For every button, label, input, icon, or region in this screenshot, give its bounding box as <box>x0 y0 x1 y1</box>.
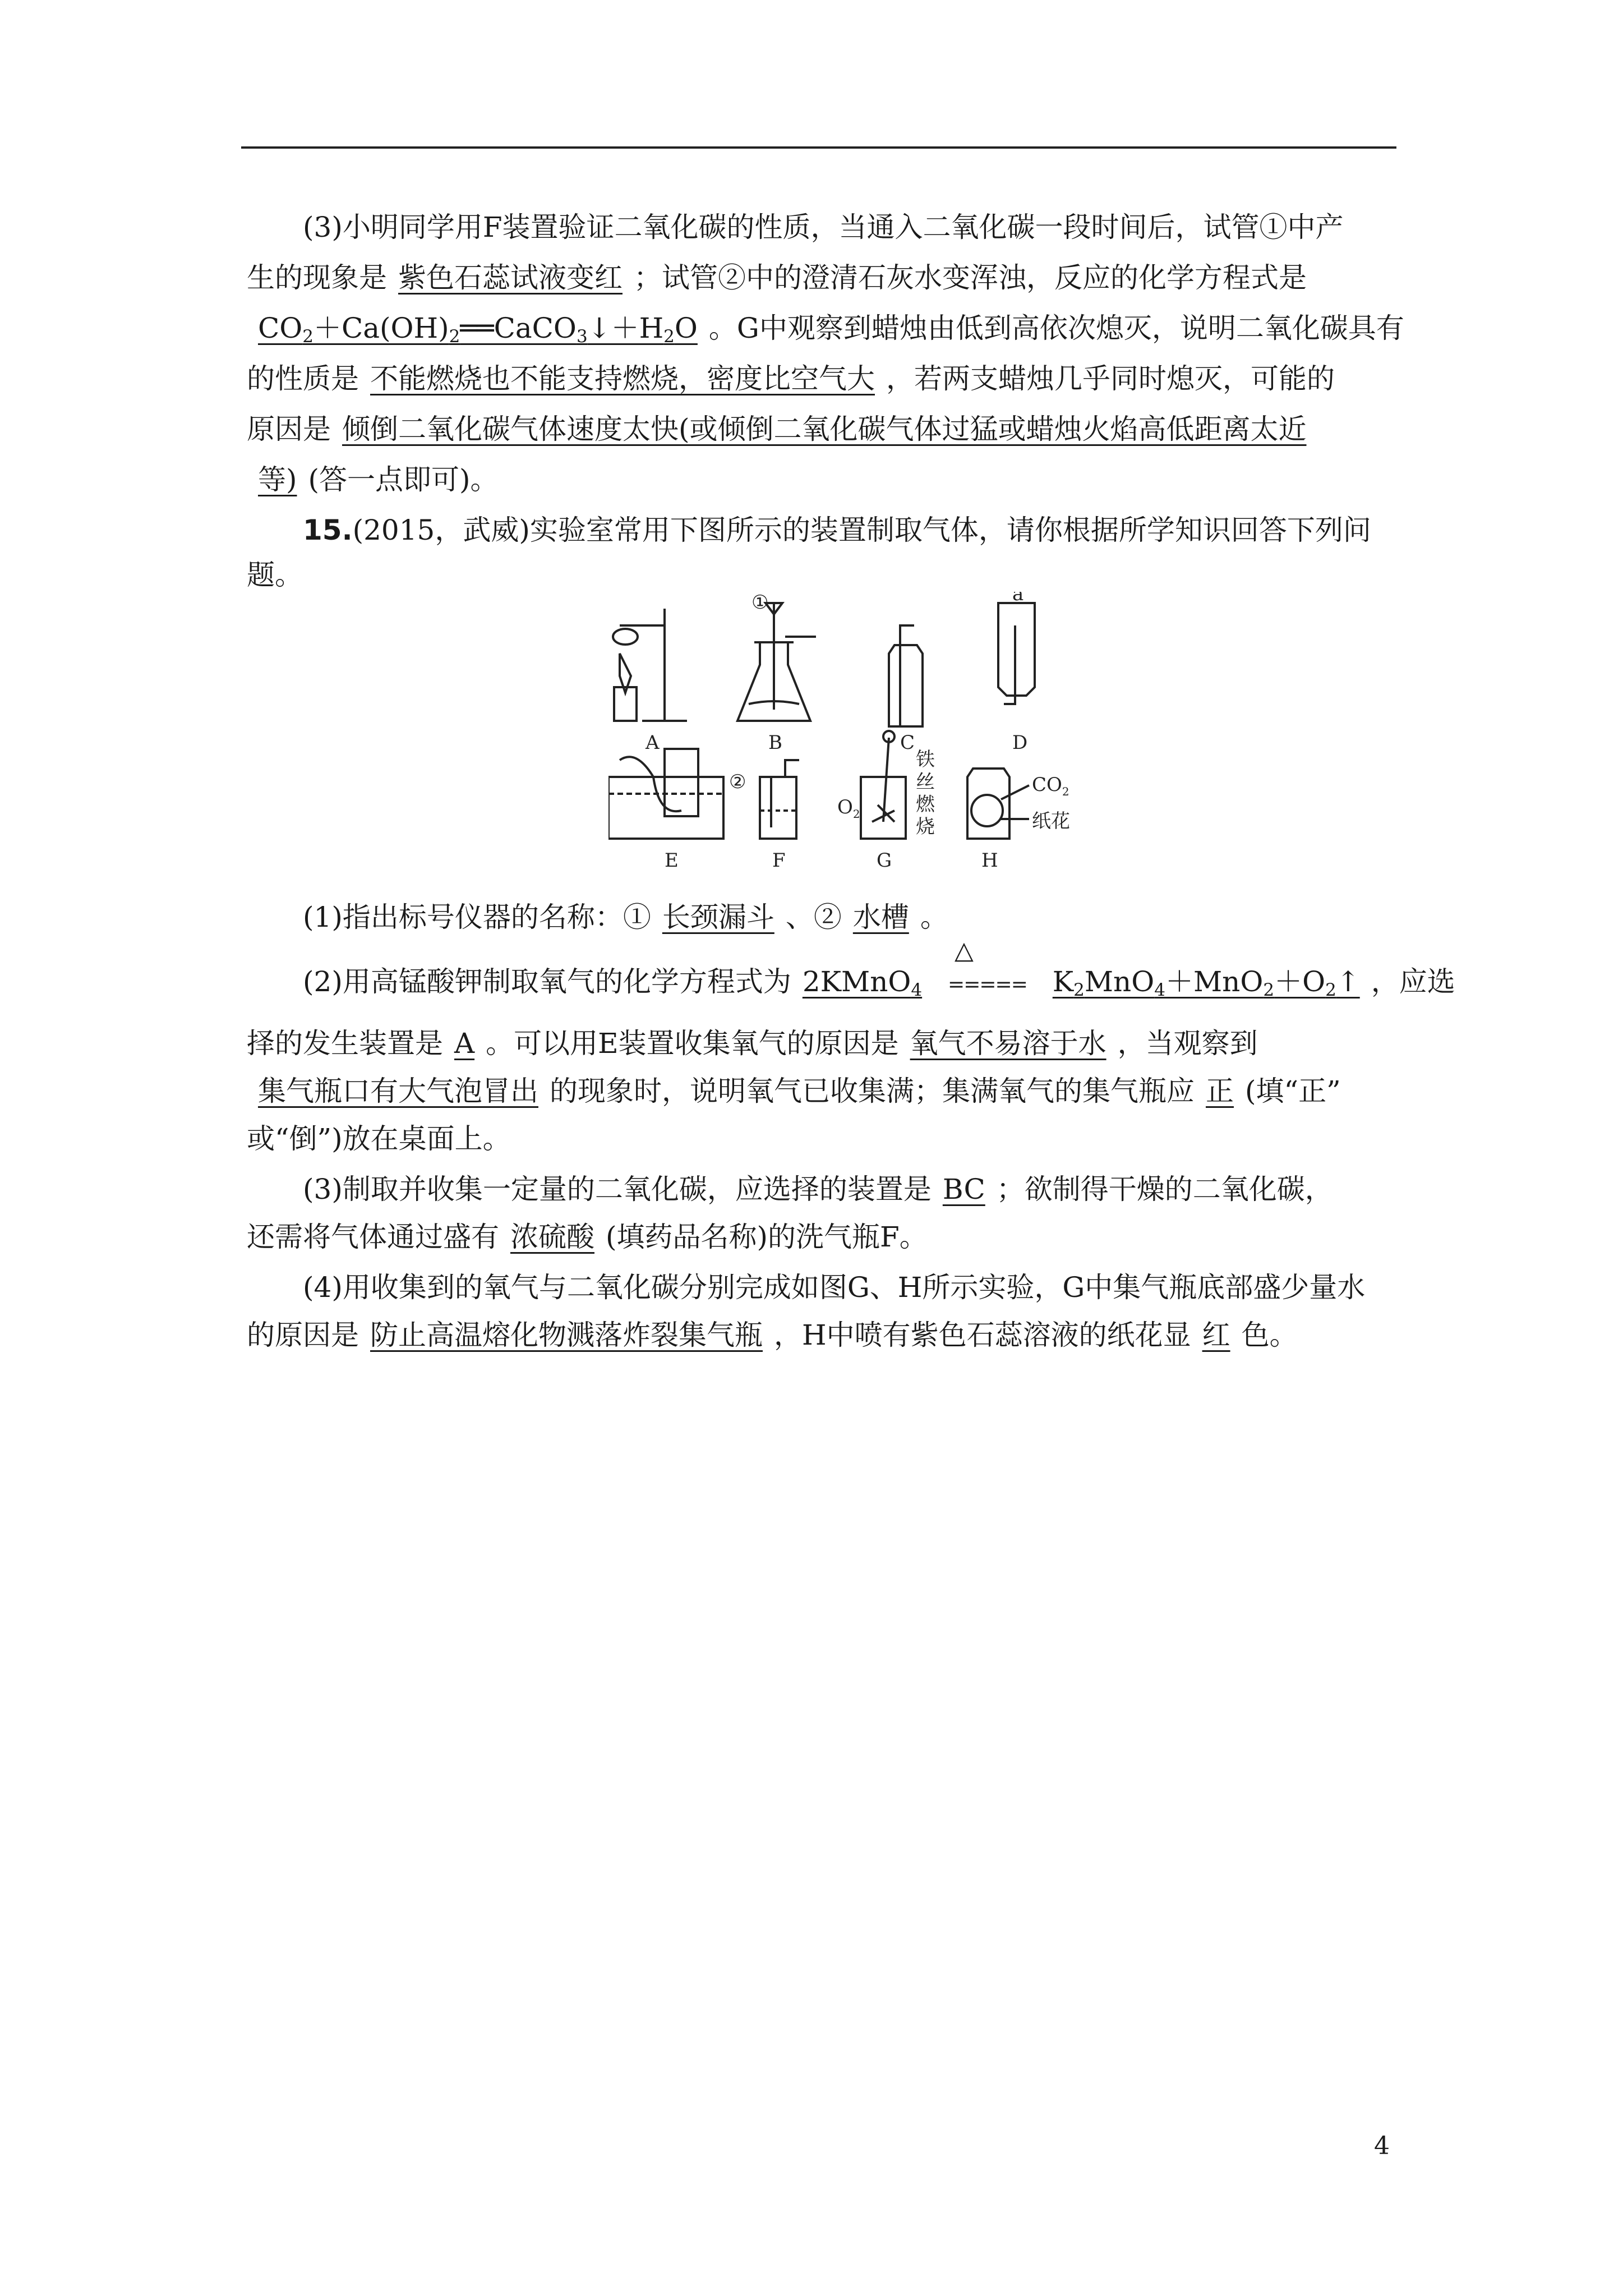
q15-part-4-line-1: (4)用收集到的氧气与二氧化碳分别完成如图G、H所示实验，G中集气瓶底部盛少量水 <box>303 1271 1366 1304</box>
q14-3-line-2: 生的现象是 紫色石蕊试液变红 ；试管②中的澄清石灰水变浑浊，反应的化学方程式是 <box>247 261 1307 294</box>
label-b: B <box>768 731 782 754</box>
answer-blank: 长颈漏斗 <box>662 901 774 933</box>
q15-part-4-line-2: 的原因是 防止高温熔化物溅落炸裂集气瓶 ，H中喷有紫色石蕊溶液的纸花显 红 色。 <box>247 1319 1298 1351</box>
answer-blank: A <box>454 1027 475 1060</box>
q15-part-2-line-2: 择的发生装置是 A 。可以用E装置收集氧气的原因是 氧气不易溶于水 ，当观察到 <box>247 1027 1258 1060</box>
q14-3-line-5: 原因是 倾倒二氧化碳气体速度太快(或倾倒二氧化碳气体过猛或蜡烛火焰高低距离太近 <box>247 415 1318 443</box>
apparatus-b-icon <box>737 603 816 721</box>
iron-text-1: 铁 <box>916 748 935 771</box>
q15-part-2-line-4: 或“倒”)放在桌面上。 <box>247 1122 511 1155</box>
apparatus-figure <box>608 592 1138 884</box>
label-o2: $O_2$ <box>837 796 860 821</box>
label-a: A <box>645 731 660 754</box>
answer-blank: 红 <box>1202 1319 1230 1351</box>
marker-2: ② <box>729 771 746 793</box>
iron-text-4: 烧 <box>916 816 935 838</box>
answer-blank: BC <box>942 1173 985 1205</box>
answer-blank: 2KMnO$_4$ <box>802 965 923 1000</box>
page-number: 4 <box>1374 2132 1390 2160</box>
q15-part-2-line-1: (2)用高锰酸钾制取氧气的化学方程式为 2KMnO$_4$ △ ===== $K_2MnO_4+MnO_2+O_2↑$ ，应选 <box>303 936 1455 1000</box>
q15-part-1: (1)指出标号仪器的名称：① 长颈漏斗 、② 水槽 。 <box>303 901 948 933</box>
label-co2: $CO_2$ <box>1032 774 1069 798</box>
iron-text-2: 丝 <box>916 771 935 793</box>
iron-text-3: 燃 <box>916 793 935 816</box>
apparatus-a-icon <box>613 609 687 721</box>
marker-1: ① <box>751 592 769 614</box>
answer-blank: 不能燃烧也不能支持燃烧，密度比空气大 <box>370 362 875 395</box>
label-c: C <box>900 731 915 754</box>
answer-blank: 等) <box>258 463 297 496</box>
apparatus-c-icon <box>889 625 923 726</box>
answer-blank-equation: $CO_2+Ca(OH)_2══CaCO_3↓+H_2O$ <box>258 312 698 347</box>
apparatus-h-icon <box>967 769 1029 839</box>
answer-blank: 水槽 <box>852 901 909 933</box>
header-rule <box>241 146 1396 149</box>
label-h: H <box>981 849 998 872</box>
answer-blank: 紫色石蕊试液变红 <box>398 261 623 294</box>
answer-blank: 正 <box>1206 1075 1234 1107</box>
answer-blank: 浓硫酸 <box>510 1221 594 1253</box>
label-paper-flower: 纸花 <box>1032 810 1070 832</box>
q15-line-1: 15.(2015，武威)实验室常用下图所示的装置制取气体，请你根据所学知识回答下列问 <box>303 514 1371 546</box>
apparatus-d-icon <box>998 603 1035 704</box>
answer-blank: 防止高温熔化物溅落炸裂集气瓶 <box>370 1319 763 1351</box>
label-g: G <box>877 849 892 872</box>
answer-blank: 氧气不易溶于水 <box>910 1027 1106 1060</box>
label-f: F <box>772 849 786 872</box>
answer-blank: 倾倒二氧化碳气体速度太快(或倾倒二氧化碳气体过猛或蜡烛火焰高低距离太近 <box>342 413 1307 445</box>
apparatus-e-icon <box>608 749 723 839</box>
apparatus-g-icon <box>861 731 906 839</box>
label-a-lower: a <box>1012 592 1024 605</box>
q15-part-2-line-3: 集气瓶口有大气泡冒出 的现象时，说明氧气已收集满；集满氧气的集气瓶应 正 (填“正” <box>247 1077 1341 1105</box>
q14-3-line-1: (3)小明同学用F装置验证二氧化碳的性质，当通入二氧化碳一段时间后，试管①中产 <box>303 211 1344 243</box>
q15-part-3-line-1: (3)制取并收集一定量的二氧化碳，应选择的装置是 BC ；欲制得干燥的二氧化碳， <box>303 1173 1333 1205</box>
label-e: E <box>665 849 679 872</box>
q14-3-line-3: $CO_2+Ca(OH)_2══CaCO_3↓+H_2O$ 。G中观察到蜡烛由低到高依次熄灭，说明二氧化碳具有 <box>247 314 1404 346</box>
q15-part-3-line-2: 还需将气体通过盛有 浓硫酸 (填药品名称)的洗气瓶F。 <box>247 1221 928 1253</box>
q14-3-line-4: 的性质是 不能燃烧也不能支持燃烧，密度比空气大 ，若两支蜡烛几乎同时熄灭，可能的 <box>247 362 1335 395</box>
answer-blank-equation: $K_2MnO_4+MnO_2+O_2↑$ <box>1052 965 1360 1000</box>
reaction-condition: △ ===== <box>948 936 1027 996</box>
label-d: D <box>1012 731 1028 754</box>
q15-line-2: 题。 <box>247 559 303 591</box>
apparatus-f-icon <box>760 760 799 839</box>
question-number: 15. <box>303 514 353 546</box>
apparatus-diagram <box>608 592 1138 884</box>
answer-blank: 集气瓶口有大气泡冒出 <box>258 1075 538 1107</box>
q14-3-line-6: 等) (答一点即可)。 <box>247 466 499 494</box>
